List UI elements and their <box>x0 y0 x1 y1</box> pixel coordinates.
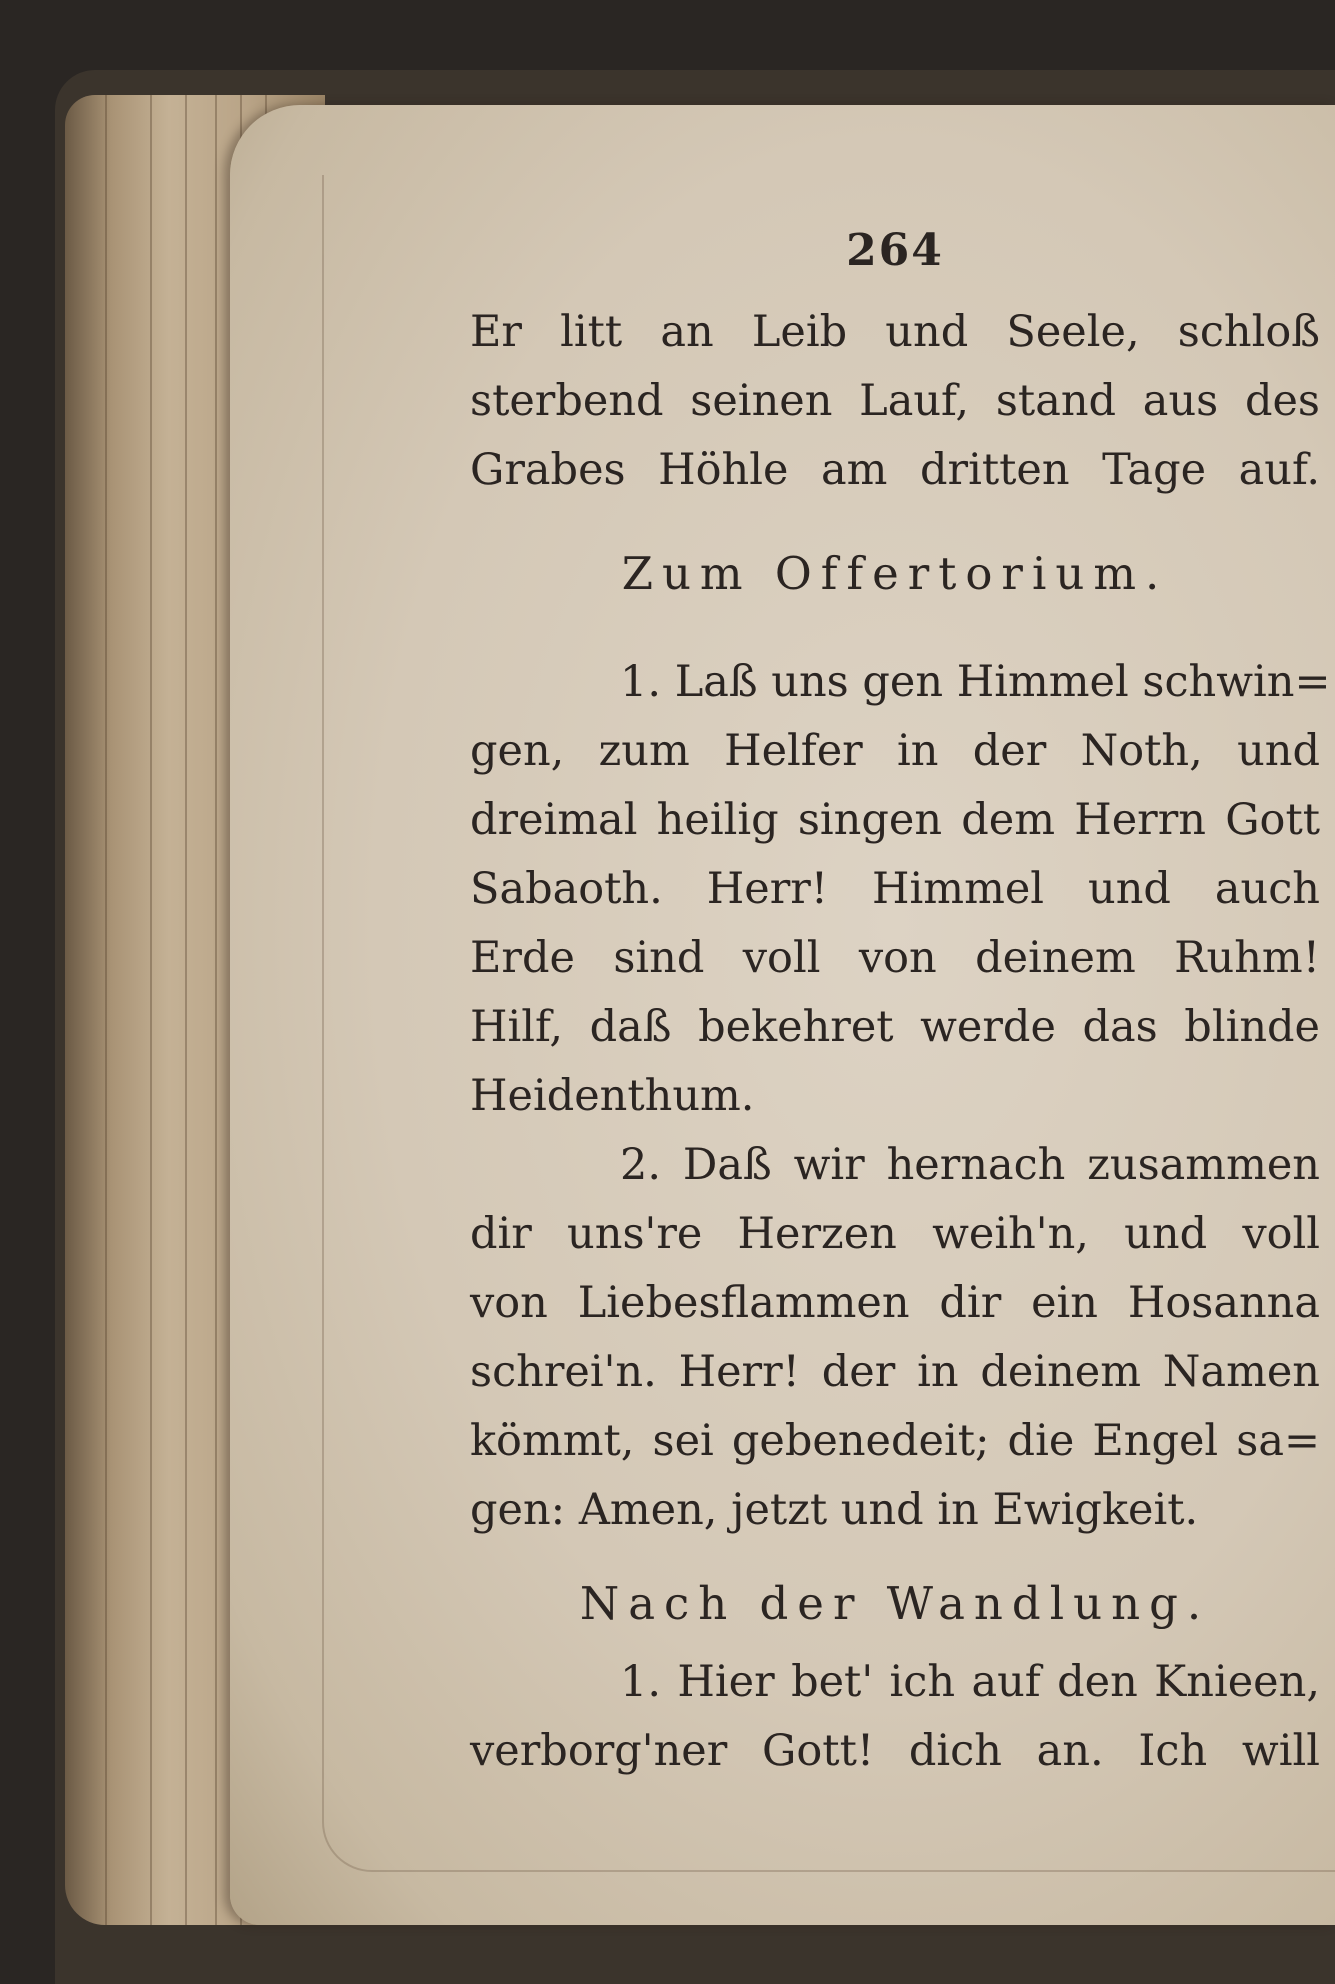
verse-3 <box>470 1648 1320 1786</box>
text-line: 1. Hier bet' ich auf den Knieen, <box>620 1657 1320 1707</box>
page-text <box>470 225 1331 1786</box>
text-line: dir uns're Herzen weih'n, und voll <box>470 1209 1320 1259</box>
text-line: dreimal heilig singen dem Herrn Gott <box>470 795 1320 845</box>
text-line: sterbend seinen Lauf, stand aus des <box>470 376 1320 426</box>
section-heading-offertorium: Zum Offertorium. <box>621 547 1169 600</box>
text-line: kömmt, sei gebenedeit; die Engel sa= <box>470 1416 1320 1466</box>
verse-1 <box>470 648 1331 1131</box>
text-line: schrei'n. Herr! der in deinem Namen <box>470 1347 1320 1397</box>
text-line: Erde sind voll von deinem Ruhm! <box>470 933 1320 983</box>
text-line: verborg'ner Gott! dich an. Ich will <box>470 1726 1320 1776</box>
verse-2 <box>470 1131 1320 1545</box>
page-number: 264 <box>846 225 944 276</box>
text-line: 2. Daß wir hernach zusammen <box>620 1140 1320 1190</box>
text-line: gen: Amen, jetzt und in Ewigkeit. <box>470 1485 1199 1535</box>
text-line: Hilf, daß bekehret werde das blinde <box>470 1002 1320 1052</box>
text-line: von Liebesflammen dir ein Hosanna <box>470 1278 1320 1328</box>
text-line: Er litt an Leib und Seele, schloß <box>470 307 1320 357</box>
text-line: Grabes Höhle am dritten Tage auf. <box>470 445 1320 495</box>
text-line: Sabaoth. Herr! Himmel und auch <box>470 864 1320 914</box>
text-line: gen, zum Helfer in der Noth, und <box>470 726 1320 776</box>
text-line: 1. Laß uns gen Himmel schwin= <box>620 657 1331 707</box>
section-heading-wandlung: Nach der Wandlung. <box>579 1577 1211 1630</box>
text-line: Heidenthum. <box>470 1071 755 1121</box>
text-block-intro <box>470 298 1320 505</box>
